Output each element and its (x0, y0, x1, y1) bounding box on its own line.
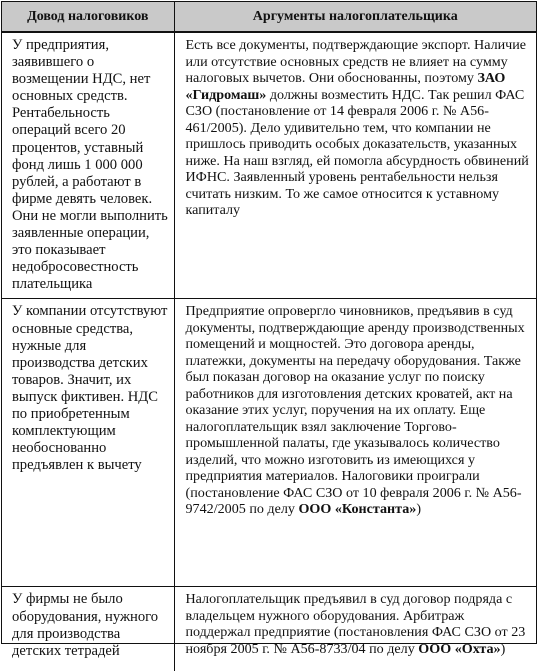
table-row (2, 299, 536, 587)
taxpayer-argument (174, 587, 536, 671)
argument-text: ) (500, 640, 506, 657)
table-row (2, 587, 536, 671)
table-header-row (2, 2, 536, 32)
table-row (2, 32, 536, 299)
column-header-tax-authority: Довод налоговиков (2, 2, 174, 32)
tax-authority-claim: У компании отсутствуют основные средства, нужные для производства детских товаров. Значит, их выпуск фиктивен. НДС по приобретенным комплектующим необоснованно предъявлен к вычету (2, 299, 174, 587)
argument-text: должны возместить НДС. Так решил ФАС СЗО (постановление от 14 февраля 2006 г. № А56-461/2005). Дело удивительно тем, что компании не пришлось приводить особых доказательств, указанных ниже. На наш взгляд, ей помогла абсурдность обвинений ИФНС. Заявленный уровень рентабельности нельзя считать низким. То же самое относится к уставному капиталу (185, 86, 529, 218)
company-name: ООО «Константа» (298, 501, 417, 518)
column-header-taxpayer: Аргументы налогоплательщика (174, 2, 536, 32)
tax-authority-claim: У предприятия, заявившего о возмещении НДС, нет основных средств. Рентабельность операций всего 20 процентов, уставный фонд лишь 1 000 000 рублей, а работают в фирме девять человек. Они не могли выполнить заявленные операции, это показывает недобросовестность плательщика (2, 32, 174, 299)
argument-text: Предприятие опровергло чиновников, предъявив в суд документы, подтверждающие аренду производственных помещений и мощностей. Это договора аренды, платежки, документы на передачу оборудования. Также был показан договор на оказание услуг по поиску работников для изготовления детских кроватей, акт на оказание этих услуг, поручения на их оплату. Еще налогоплательщик взял заключение Торгово-промышленной палаты, где указывалось количество изделий, что можно изготовить из имеющихся у предприятия материалов. Налоговики проиграли (постановление ФАС СЗО от 10 февраля 2006 г. № А56-9742/2005 по делу (185, 303, 525, 518)
argument-text: ) (416, 501, 422, 518)
tax-authority-claim: У фирмы не было оборудования, нужного для производства детских тетрадей (12, 591, 159, 659)
comparison-table (2, 2, 536, 671)
argument-text: Есть все документы, подтверждающие экспорт. Наличие или отсутствие основных средств не влияет на сумму налоговых вычетов. Они обоснованны, поэтому (185, 37, 527, 86)
document-page (1, 1, 537, 659)
company-name: ООО «Охта» (418, 640, 501, 657)
argument-text: Налогоплательщик предъявил в суд договор подряда с владельцем нужного оборудования. Арбитраж поддержал предприятие (постановления ФАС СЗО от 23 ноября 2005 г. № А56-8733/04 по делу (185, 591, 526, 657)
taxpayer-argument (174, 299, 536, 587)
company-name: ЗАО «Гидромаш» (185, 70, 506, 103)
taxpayer-argument (174, 32, 536, 299)
